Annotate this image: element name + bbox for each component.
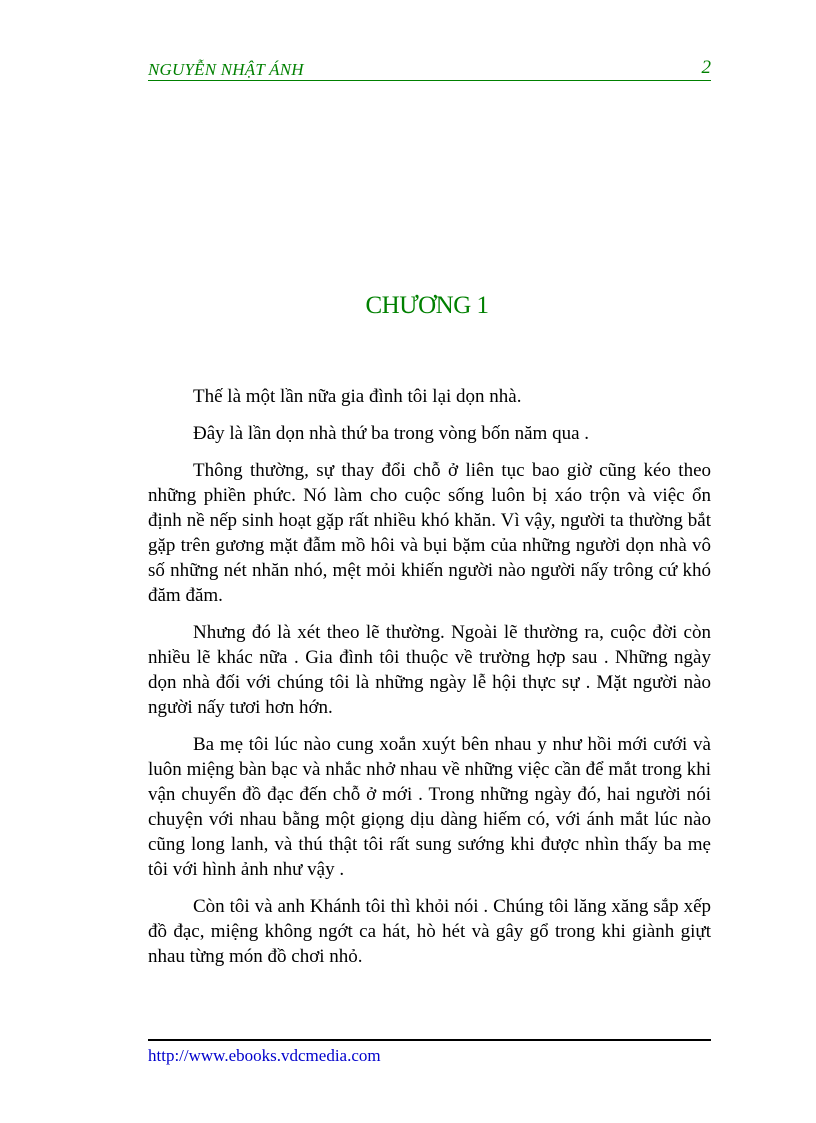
page-footer xyxy=(148,1039,711,1065)
page-header xyxy=(148,58,711,81)
body-text xyxy=(148,384,711,981)
header-author: NGUYỄN NHẬT ÁNH xyxy=(148,60,304,79)
header-page-number: 2 xyxy=(701,57,711,78)
chapter-title: CHƯƠNG 1 xyxy=(365,292,489,319)
paragraph-5: Ba mẹ tôi lúc nào cung xoắn xuýt bên nhau y như hồi mới cưới và luôn miệng bàn bạc và nhắc nhở nhau về những việc cần để mắt trong khi vận chuyển đồ đạc đến chỗ ở mới . Trong những ngày đó, hai người nói chuyện với nhau bằng một giọng dịu dàng hiếm có, với ánh mắt lúc nào cũng long lanh, và thú thật tôi rất sung sướng khi được nhìn thấy ba mẹ tôi với hình ảnh như vậy . xyxy=(148,734,711,880)
footer-url-link[interactable]: http://www.ebooks.vdcmedia.com xyxy=(148,1046,381,1065)
paragraph-6: Còn tôi và anh Khánh tôi thì khỏi nói . Chúng tôi lăng xăng sắp xếp đồ đạc, miệng không ngớt ca hát, hò hét và gây gổ trong khi giành giựt nhau từng món đồ chơi nhỏ. xyxy=(148,896,711,967)
paragraph-3: Thông thường, sự thay đổi chỗ ở liên tục bao giờ cũng kéo theo những phiền phức. Nó làm cho cuộc sống luôn bị xáo trộn và việc ổn định nề nếp sinh hoạt gặp rất nhiều khó khăn. Vì vậy, người ta thường bắt gặp trên gương mặt đẫm mồ hôi và bụi bặm của những người dọn nhà vô số những nét nhăn nhó, mệt mỏi khiến người nào người nấy trông cứ khó đăm đăm. xyxy=(148,460,711,606)
paragraph-4: Nhưng đó là xét theo lẽ thường. Ngoài lẽ thường ra, cuộc đời còn nhiều lẽ khác nữa . Gia đình tôi thuộc về trường hợp sau . Những ngày dọn nhà đối với chúng tôi là những ngày lễ hội thực sự . Mặt người nào người nấy tươi hơn hớn. xyxy=(148,622,711,718)
paragraph-1: Thế là một lần nữa gia đình tôi lại dọn nhà. xyxy=(193,386,522,407)
paragraph-2: Đây là lần dọn nhà thứ ba trong vòng bốn năm qua . xyxy=(193,423,590,444)
